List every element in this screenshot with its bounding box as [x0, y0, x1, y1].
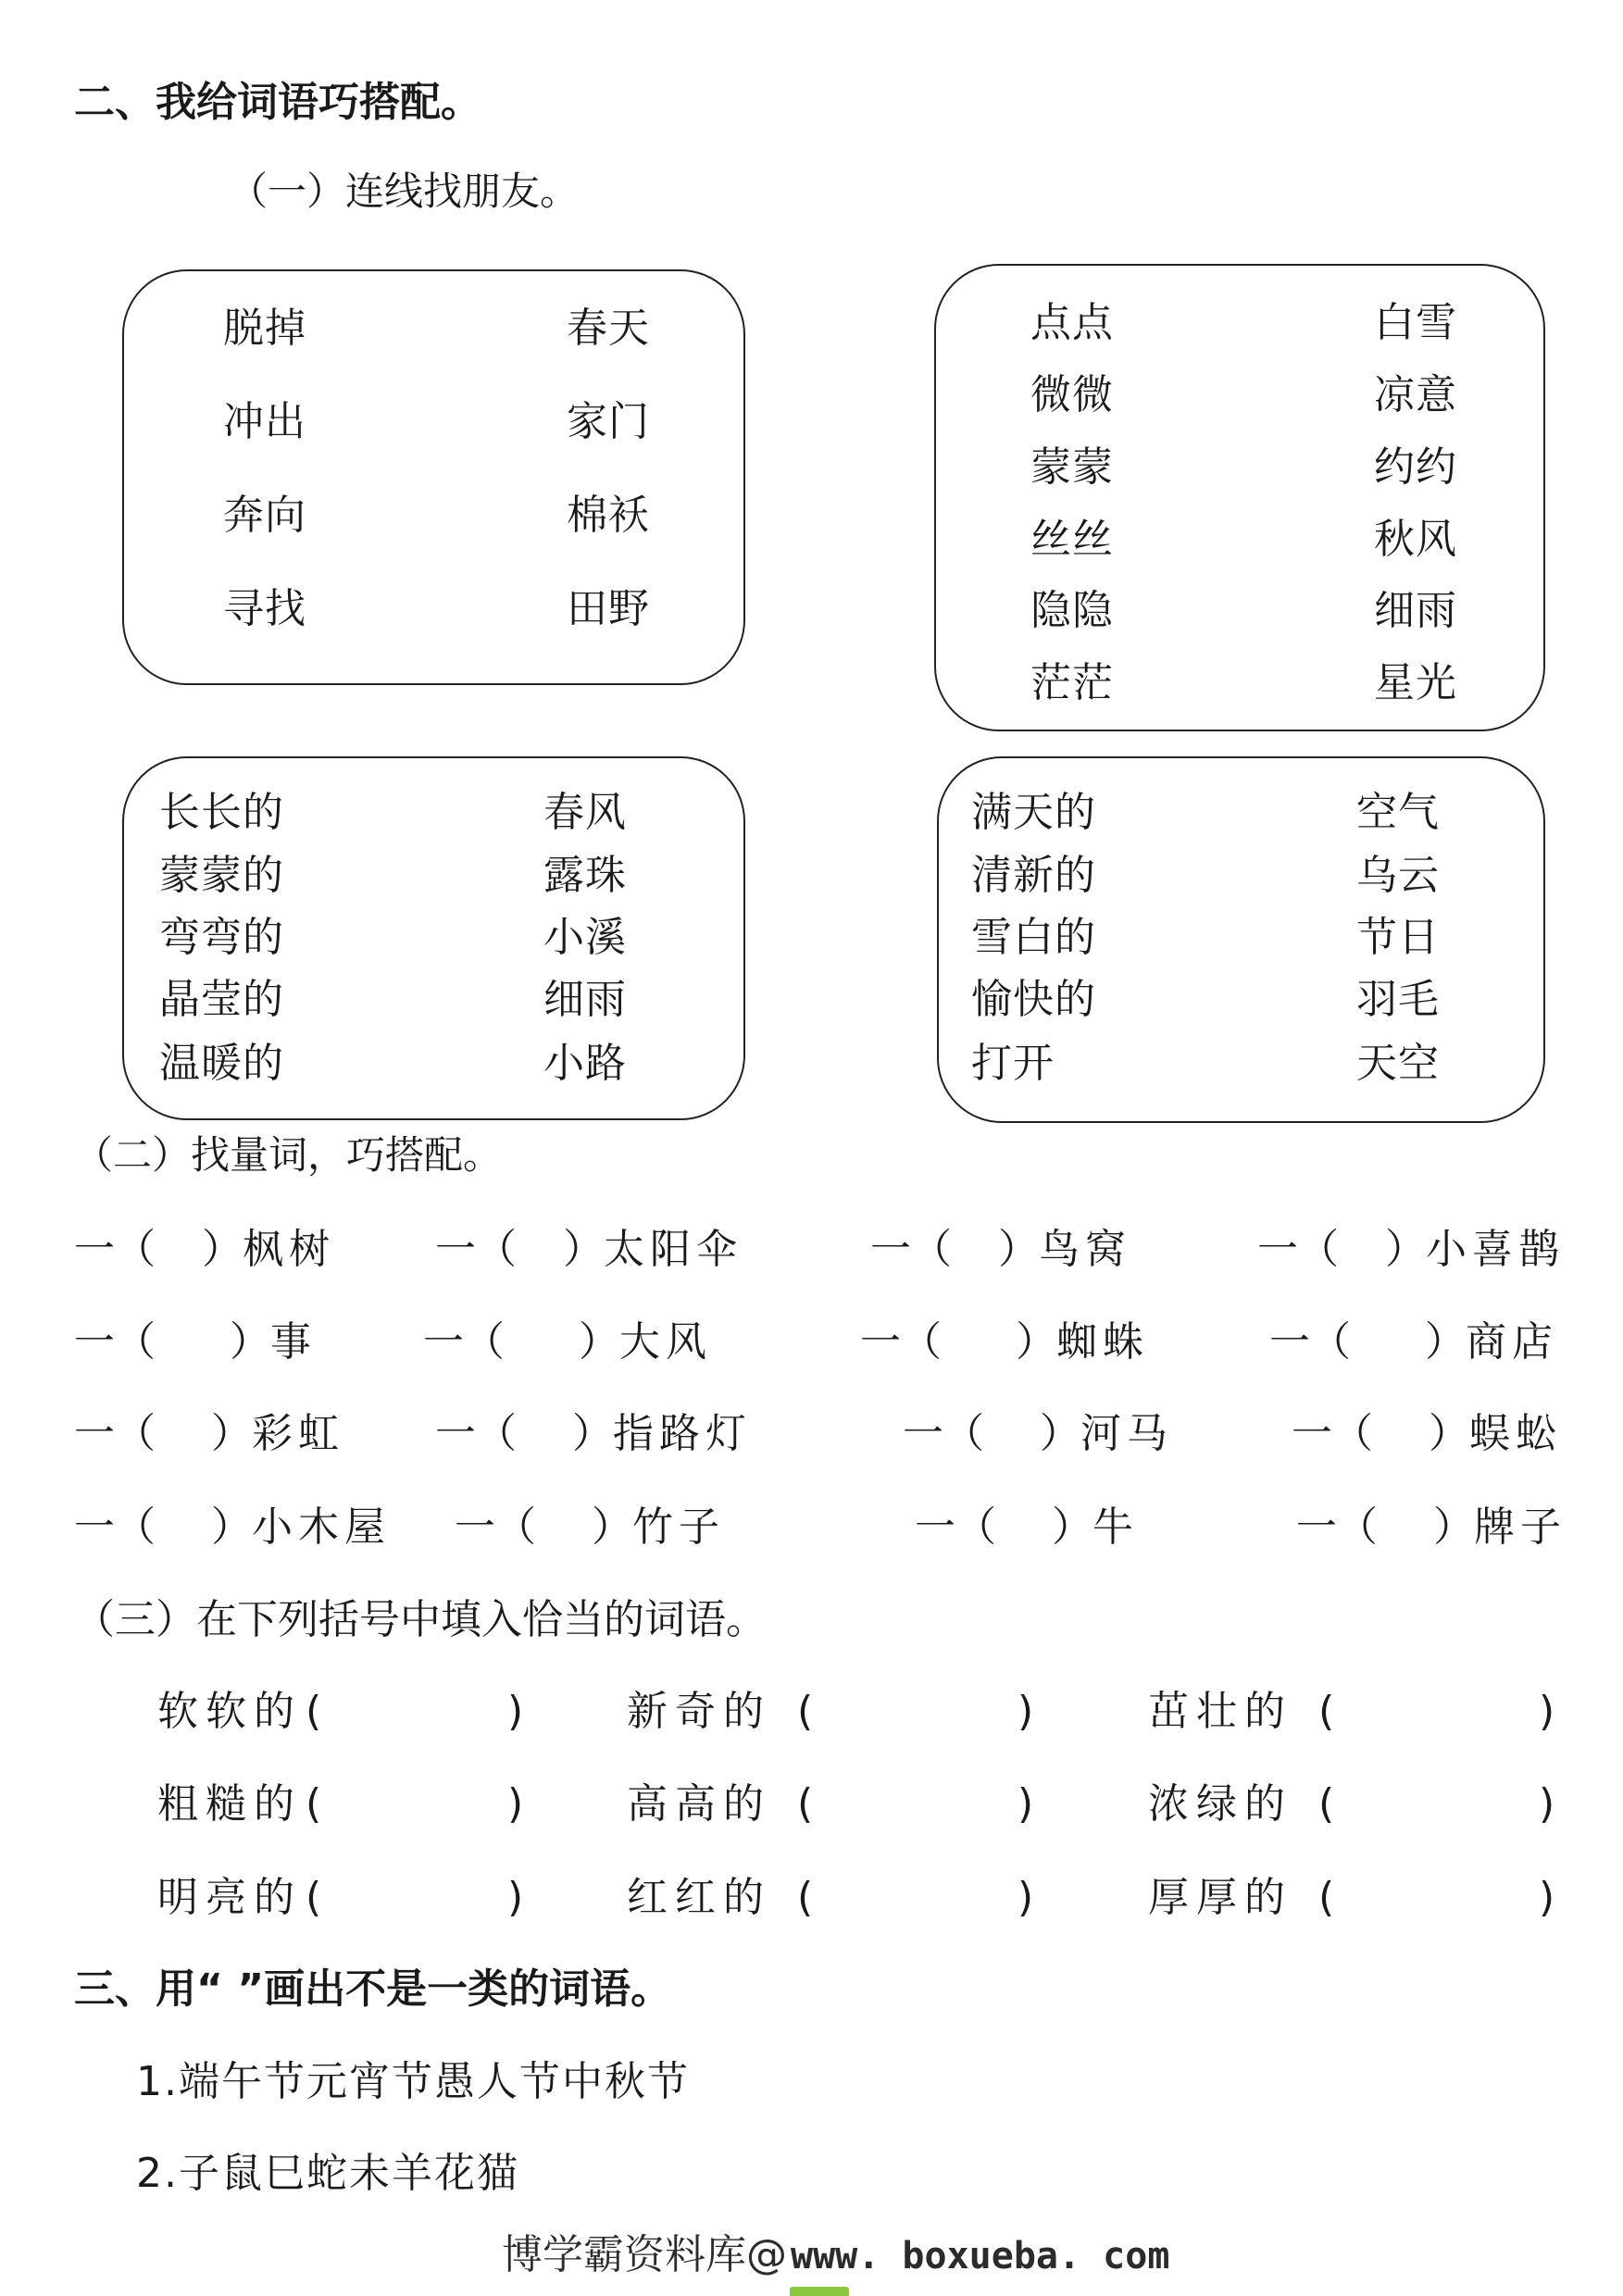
- measure-item: [860, 1318, 1149, 1366]
- fill-open-paren: (: [306, 1780, 322, 1828]
- matching-word-left: 满天的: [971, 789, 1096, 836]
- fill-open-paren: (: [306, 1874, 322, 1921]
- matching-word-right: 家门: [567, 398, 650, 445]
- matching-word-right: 棉袄: [567, 492, 650, 539]
- measure-blank: [156, 1229, 202, 1270]
- fill-label: 粗糙的: [157, 1780, 302, 1828]
- measure-blank: [517, 1414, 572, 1454]
- fill-open-paren: (: [306, 1688, 322, 1735]
- measure-blank: [517, 1229, 563, 1270]
- fill-open-paren: (: [797, 1874, 814, 1921]
- matching-word-right: 星光: [1374, 659, 1457, 706]
- matching-word-right: 春天: [567, 305, 650, 352]
- matching-word-left: 晶莹的: [159, 976, 284, 1023]
- measure-item: [74, 1410, 344, 1457]
- measure-blank: [1373, 1414, 1429, 1454]
- measure-noun: 事: [270, 1318, 317, 1366]
- fill-close-paren: ): [1539, 1780, 1555, 1828]
- part2-title: （二）找量词，巧搭配。: [74, 1132, 503, 1178]
- fill-item: [1148, 1874, 1574, 1921]
- measure-item: [74, 1318, 317, 1366]
- fill-open-paren: (: [1318, 1874, 1335, 1921]
- measure-noun: 太阳伞: [604, 1226, 743, 1273]
- fill-label: 厚厚的: [1148, 1874, 1292, 1921]
- measure-noun: 小喜鹊: [1426, 1226, 1565, 1273]
- measure-suffix: ）: [1052, 1504, 1092, 1551]
- measure-prefix: 一（: [1257, 1226, 1339, 1273]
- matching-word-left: 脱掉: [223, 305, 306, 352]
- fill-close-paren: ): [1017, 1780, 1034, 1828]
- measure-noun: 枫树: [243, 1226, 335, 1273]
- measure-prefix: 一（: [455, 1504, 536, 1551]
- measure-prefix: 一（: [423, 1318, 505, 1366]
- measure-prefix: 一（: [435, 1410, 517, 1457]
- measure-noun: 鸟窝: [1039, 1226, 1131, 1273]
- measure-item: [903, 1410, 1173, 1457]
- measure-item: [1269, 1318, 1558, 1366]
- measure-suffix: ）: [230, 1318, 270, 1366]
- matching-word-left: 微微: [1030, 371, 1114, 418]
- fill-label: 红红的: [627, 1874, 771, 1921]
- measure-blank: [952, 1229, 998, 1270]
- fill-open-paren: (: [797, 1688, 814, 1735]
- fill-close-paren: ): [507, 1688, 524, 1735]
- measure-suffix: ）: [572, 1410, 613, 1457]
- measure-prefix: 一（: [74, 1318, 156, 1366]
- measure-item: [74, 1504, 391, 1551]
- fill-label: 新奇的: [627, 1688, 771, 1735]
- measure-blank: [156, 1414, 211, 1454]
- measure-suffix: ）: [579, 1318, 619, 1366]
- measure-suffix: ）: [1425, 1318, 1466, 1366]
- measure-blank: [942, 1322, 1016, 1363]
- measure-suffix: ）: [592, 1504, 632, 1551]
- matching-word-left: 打开: [971, 1040, 1055, 1087]
- matching-word-right: 约约: [1374, 443, 1457, 491]
- measure-noun: 牌子: [1474, 1504, 1567, 1551]
- part3-title: （三）在下列括号中填入恰当的词语。: [74, 1596, 767, 1643]
- measure-item: [455, 1504, 725, 1551]
- section3-item: 1.端午节元宵节愚人节中秋节: [136, 2058, 690, 2105]
- measure-prefix: 一（: [1269, 1318, 1351, 1366]
- measure-prefix: 一（: [915, 1504, 996, 1551]
- matching-word-right: 细雨: [1374, 587, 1457, 634]
- measure-blank: [1378, 1507, 1433, 1548]
- measure-item: [435, 1410, 752, 1457]
- fill-open-paren: (: [1318, 1780, 1335, 1828]
- fill-item: [157, 1688, 583, 1735]
- footer-url: www. boxueba. com: [791, 2235, 1170, 2277]
- measure-prefix: 一（: [860, 1318, 942, 1366]
- matching-word-left: 蒙蒙: [1030, 443, 1114, 491]
- matching-word-right: 天空: [1356, 1040, 1440, 1087]
- measure-blank: [156, 1507, 211, 1548]
- measure-prefix: 一（: [74, 1504, 156, 1551]
- matching-word-left: 雪白的: [971, 914, 1096, 961]
- footer-watermark: [502, 2233, 1169, 2278]
- measure-suffix: ）: [211, 1410, 252, 1457]
- matching-word-right: 小路: [543, 1040, 627, 1087]
- matching-word-right: 露珠: [543, 852, 627, 899]
- measure-item: [423, 1318, 712, 1366]
- fill-open-paren: (: [797, 1780, 814, 1828]
- measure-suffix: ）: [1429, 1410, 1469, 1457]
- part1-title: （一）连线找朋友。: [229, 168, 580, 214]
- matching-word-left: 清新的: [971, 852, 1096, 899]
- fill-item: [627, 1874, 1053, 1921]
- matching-word-right: 秋风: [1374, 516, 1457, 563]
- matching-word-right: 羽毛: [1356, 976, 1440, 1023]
- measure-noun: 牛: [1092, 1504, 1139, 1551]
- fill-item: [627, 1688, 1053, 1735]
- measure-suffix: ）: [563, 1226, 604, 1273]
- measure-noun: 指路灯: [613, 1410, 752, 1457]
- measure-noun: 蜈蚣: [1469, 1410, 1562, 1457]
- measure-prefix: 一（: [1292, 1410, 1373, 1457]
- measure-prefix: 一（: [435, 1226, 517, 1273]
- fill-label: 高高的: [627, 1780, 771, 1828]
- fill-close-paren: ): [1539, 1688, 1555, 1735]
- fill-item: [627, 1780, 1053, 1828]
- fill-item: [1148, 1780, 1574, 1828]
- measure-noun: 彩虹: [252, 1410, 344, 1457]
- measure-blank: [1351, 1322, 1425, 1363]
- matching-word-left: 温暖的: [159, 1040, 284, 1087]
- measure-blank: [1339, 1229, 1385, 1270]
- matching-word-left: 愉快的: [971, 976, 1096, 1023]
- fill-item: [157, 1780, 583, 1828]
- measure-suffix: ）: [1016, 1318, 1056, 1366]
- measure-prefix: 一（: [1296, 1504, 1378, 1551]
- measure-blank: [505, 1322, 579, 1363]
- matching-word-left: 丝丝: [1030, 516, 1114, 563]
- matching-box-4: [937, 756, 1545, 1123]
- measure-blank: [156, 1322, 230, 1363]
- measure-noun: 河马: [1080, 1410, 1173, 1457]
- fill-open-paren: (: [1318, 1688, 1335, 1735]
- matching-word-right: 细雨: [543, 976, 627, 1023]
- matching-box-3: [122, 756, 745, 1120]
- fill-label: 明亮的: [157, 1874, 302, 1921]
- measure-suffix: ）: [211, 1504, 252, 1551]
- measure-blank: [984, 1414, 1040, 1454]
- matching-word-right: 空气: [1356, 789, 1440, 836]
- matching-word-left: 冲出: [223, 398, 306, 445]
- section3-item: 2.子鼠巳蛇未羊花猫: [136, 2150, 519, 2197]
- matching-word-left: 长长的: [159, 789, 284, 836]
- matching-word-left: 点点: [1030, 299, 1114, 346]
- fill-close-paren: ): [507, 1780, 524, 1828]
- fill-close-paren: ): [1017, 1688, 1034, 1735]
- fill-close-paren: ): [507, 1874, 524, 1921]
- matching-word-right: 乌云: [1356, 852, 1440, 899]
- fill-item: [157, 1874, 583, 1921]
- footer-site-name: 博学霸资料库@: [502, 2231, 787, 2278]
- measure-noun: 商店: [1466, 1318, 1558, 1366]
- measure-suffix: ）: [1040, 1410, 1080, 1457]
- fill-close-paren: ): [1017, 1874, 1034, 1921]
- matching-word-right: 小溪: [543, 914, 627, 961]
- section3-title: 三、用“ ”画出不是一类的词语。: [74, 1965, 672, 2013]
- measure-suffix: ）: [1385, 1226, 1426, 1273]
- measure-suffix: ）: [998, 1226, 1039, 1273]
- measure-item: [915, 1504, 1139, 1551]
- measure-blank: [996, 1507, 1052, 1548]
- measure-item: [1296, 1504, 1567, 1551]
- matching-word-left: 蒙蒙的: [159, 852, 284, 899]
- measure-item: [1257, 1226, 1565, 1273]
- measure-prefix: 一（: [74, 1410, 156, 1457]
- fill-item: [1148, 1688, 1574, 1735]
- measure-item: [74, 1226, 335, 1273]
- matching-box-1: [122, 269, 745, 685]
- matching-word-right: 白雪: [1374, 299, 1457, 346]
- measure-noun: 蜘蛛: [1056, 1318, 1149, 1366]
- measure-suffix: ）: [202, 1226, 243, 1273]
- measure-item: [870, 1226, 1131, 1273]
- measure-prefix: 一（: [870, 1226, 952, 1273]
- matching-word-right: 节日: [1356, 914, 1440, 961]
- matching-word-left: 茫茫: [1030, 659, 1114, 706]
- matching-word-left: 奔向: [223, 492, 306, 539]
- matching-box-2: [934, 264, 1545, 731]
- fill-label: 茁壮的: [1148, 1688, 1292, 1735]
- fill-label: 软软的: [157, 1688, 302, 1735]
- measure-prefix: 一（: [74, 1226, 156, 1273]
- measure-prefix: 一（: [903, 1410, 984, 1457]
- page-marker: [790, 2287, 849, 2296]
- matching-word-left: 隐隐: [1030, 587, 1114, 634]
- matching-word-left: 弯弯的: [159, 914, 284, 961]
- measure-item: [435, 1226, 743, 1273]
- matching-word-right: 田野: [567, 585, 650, 632]
- measure-suffix: ）: [1433, 1504, 1474, 1551]
- matching-word-right: 春风: [543, 789, 627, 836]
- measure-item: [1292, 1410, 1562, 1457]
- measure-noun: 小木屋: [252, 1504, 391, 1551]
- measure-blank: [536, 1507, 592, 1548]
- fill-close-paren: ): [1539, 1874, 1555, 1921]
- fill-label: 浓绿的: [1148, 1780, 1292, 1828]
- matching-word-right: 凉意: [1374, 371, 1457, 418]
- matching-word-left: 寻找: [223, 585, 306, 632]
- measure-noun: 竹子: [632, 1504, 725, 1551]
- measure-noun: 大风: [619, 1318, 712, 1366]
- section2-title: 二、我给词语巧搭配。: [74, 79, 481, 126]
